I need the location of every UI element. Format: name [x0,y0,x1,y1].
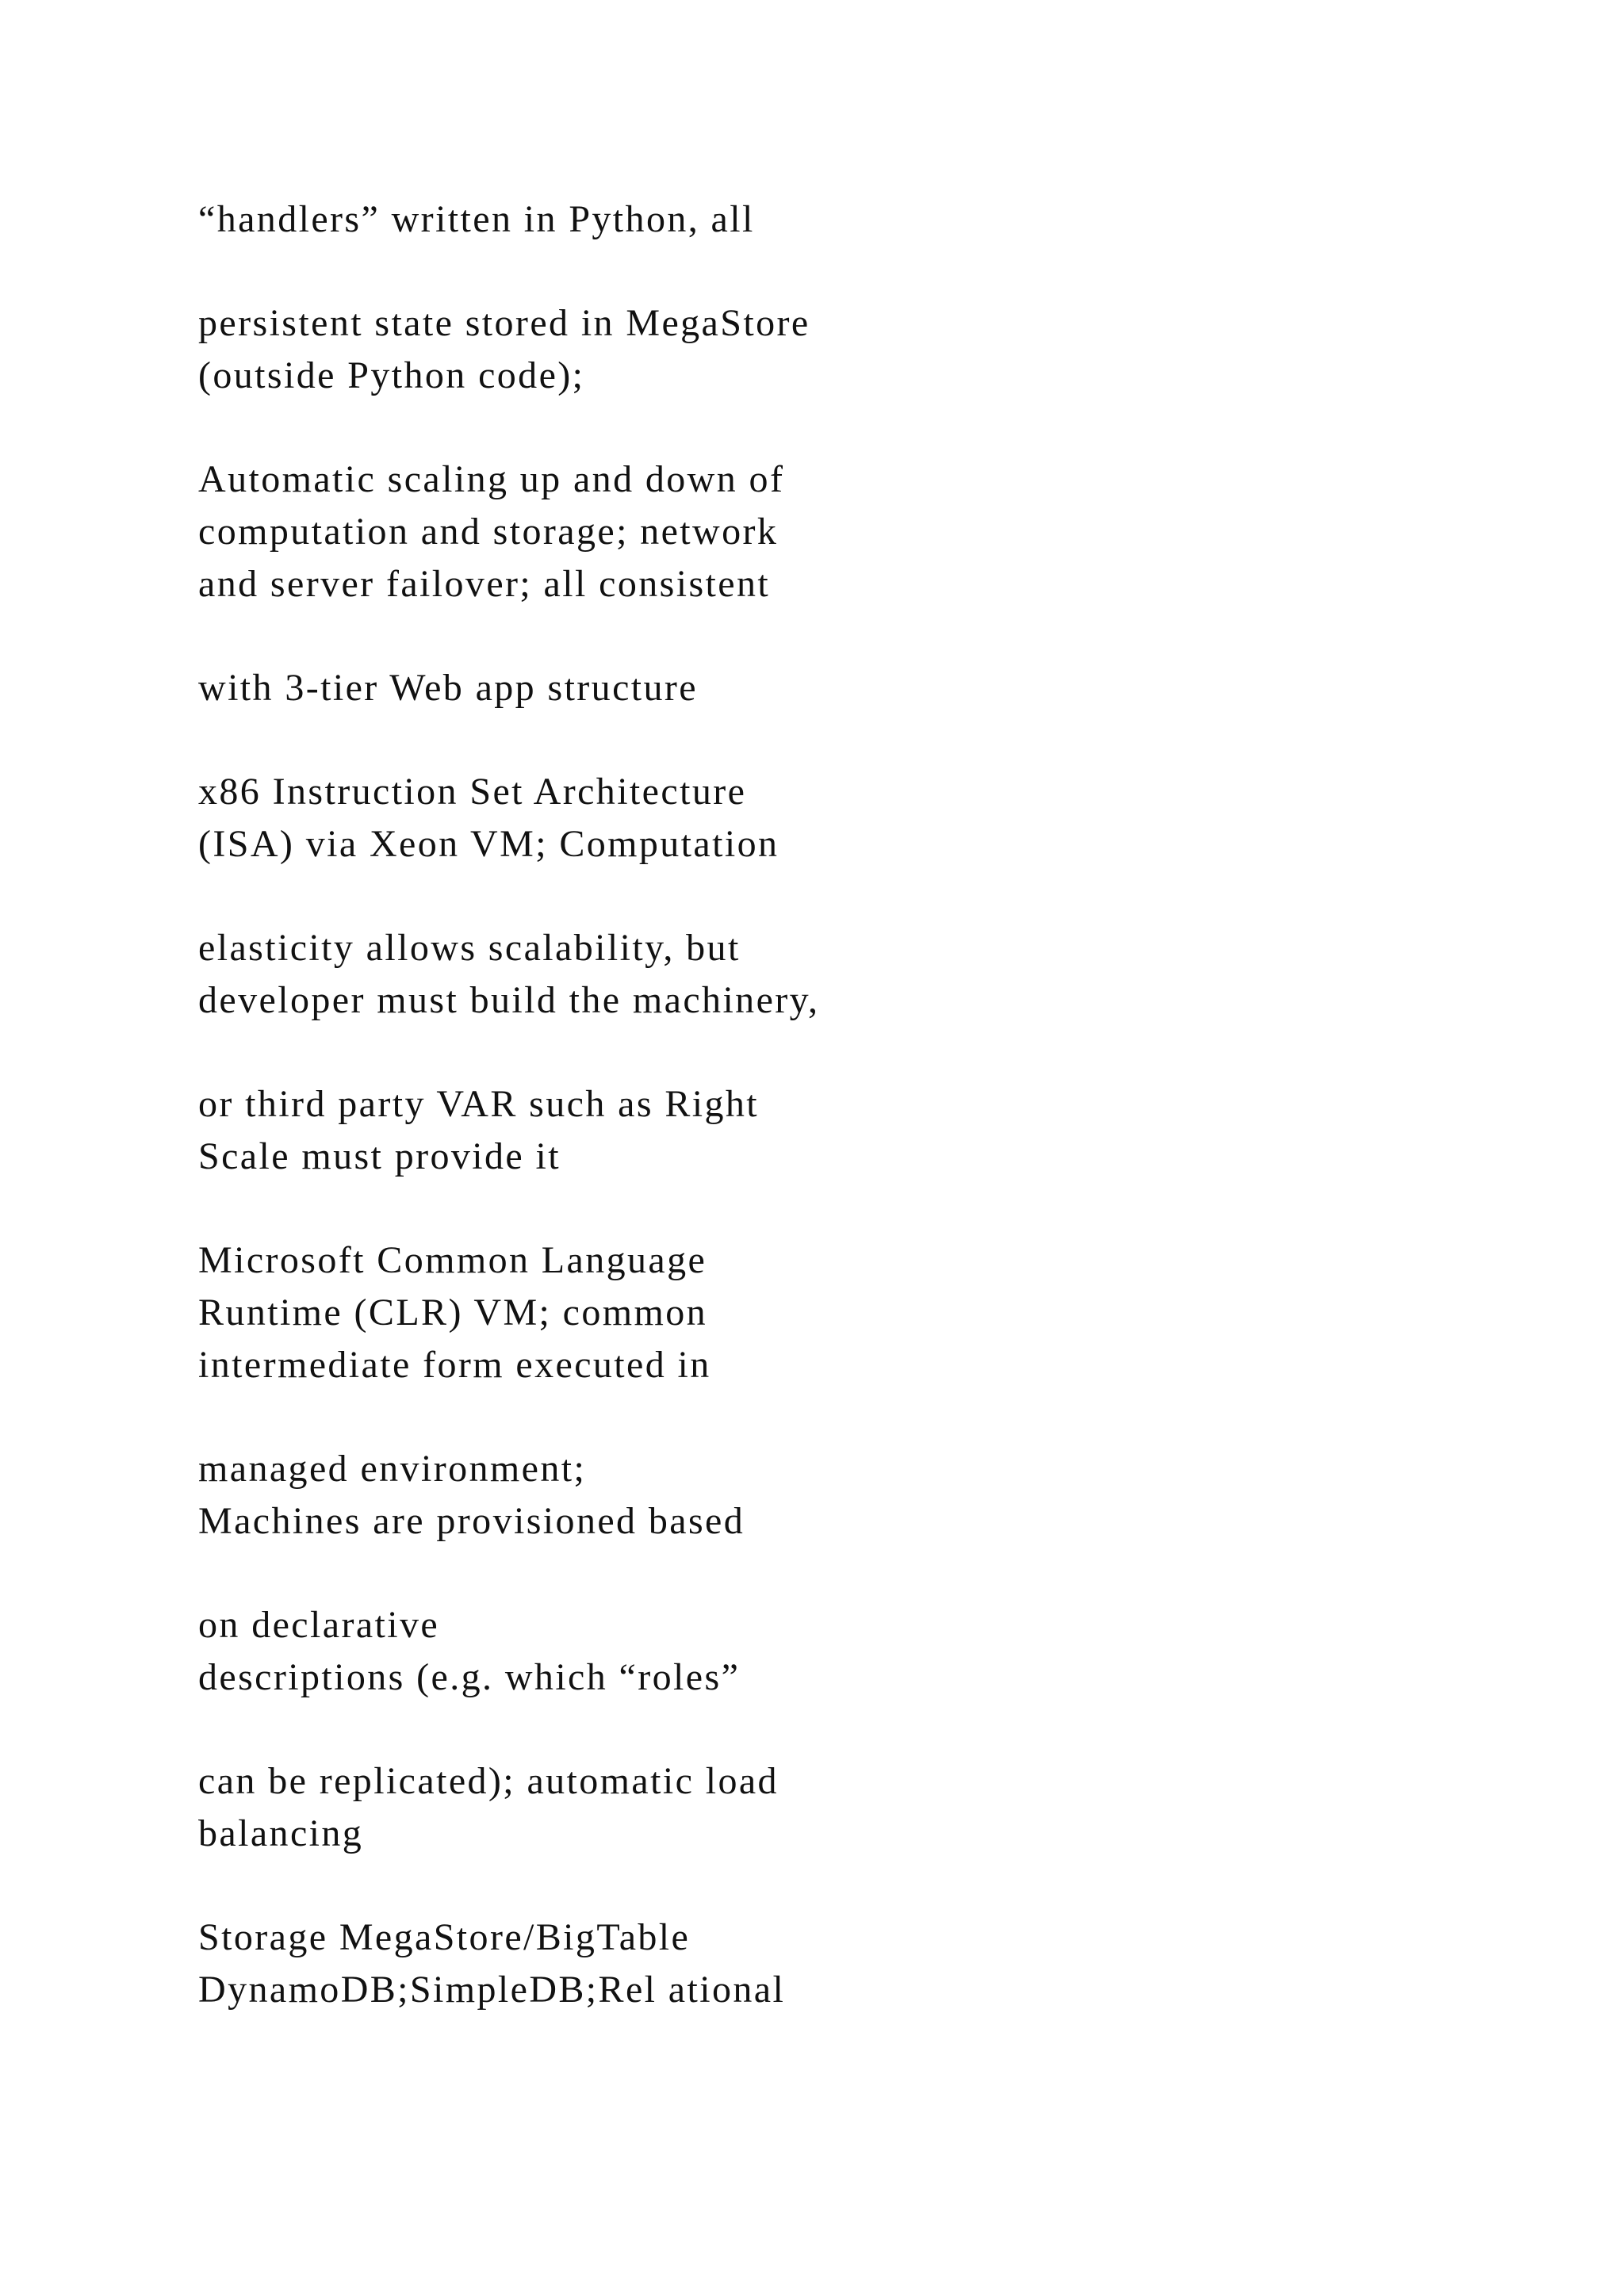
text-line: computation and storage; network [198,511,779,553]
text-line: intermediate form executed in [198,1344,711,1386]
text-line: Scale must provide it [198,1135,561,1177]
text-line: on declarative [198,1604,440,1646]
paragraph [198,1755,1467,1860]
paragraph [198,662,1467,714]
text-line: persistent state stored in MegaStore [198,302,810,344]
paragraph [198,1443,1467,1548]
paragraph [198,1078,1467,1183]
text-line: developer must build the machinery, [198,979,820,1021]
paragraph [198,297,1467,402]
document-body [198,193,1467,2068]
text-line: “handlers” written in Python, all [198,198,755,240]
text-line: Automatic scaling up and down of [198,458,785,500]
text-line: (outside Python code); [198,354,585,396]
text-line: descriptions (e.g. which “roles” [198,1656,741,1698]
text-line: elasticity allows scalability, but [198,927,741,969]
text-line: with 3-tier Web app structure [198,667,699,709]
text-line: or third party VAR such as Right [198,1083,760,1125]
paragraph [198,1911,1467,2016]
paragraph [198,766,1467,871]
paragraph [198,453,1467,610]
paragraph [198,193,1467,246]
text-line: x86 Instruction Set Architecture [198,771,747,813]
text-line: DynamoDB;SimpleDB;Rel ational [198,1969,786,2011]
paragraph [198,922,1467,1027]
text-line: balancing [198,1812,364,1854]
text-line: Machines are provisioned based [198,1500,745,1542]
text-line: managed environment; [198,1448,587,1490]
text-line: and server failover; all consistent [198,563,771,605]
paragraph [198,1234,1467,1391]
text-line: (ISA) via Xeon VM; Computation [198,823,779,865]
text-line: can be replicated); automatic load [198,1760,779,1802]
paragraph [198,1599,1467,1704]
text-line: Storage MegaStore/BigTable [198,1916,691,1958]
text-line: Runtime (CLR) VM; common [198,1292,708,1334]
text-line: Microsoft Common Language [198,1239,707,1281]
